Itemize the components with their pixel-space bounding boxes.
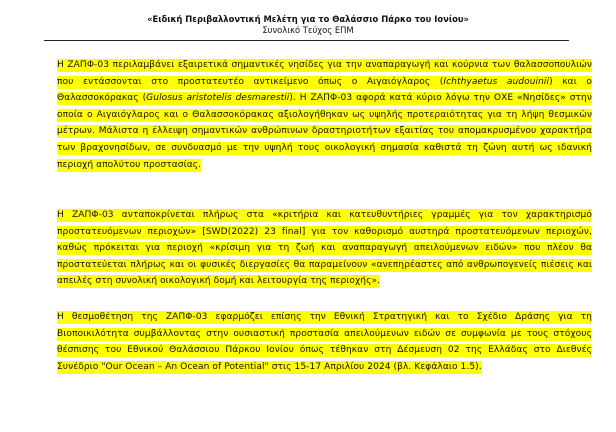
page-header bbox=[0, 14, 616, 36]
document-title: «Ειδική Περιβαλλοντική Μελέτη για το Θαλάσσιο Πάρκο του Ιονίου» bbox=[147, 14, 469, 24]
paragraph-zapf03-criteria bbox=[57, 207, 592, 290]
species-name-shag: Gulosus aristotelis desmarestii bbox=[146, 93, 290, 104]
text-run: Η ΖΑΠΦ-03 ανταποκρίνεται πλήρως στα «κριτήρια και κατευθυντήριες γραμμές για τον χαρακτηρισμό προστατευόμενων περιοχών» [SWD(2022) 23 final] για τον καθορισμό αυστηρά προστατευόμενων περιοχών, καθώς πρόκειται για περιοχή «κρίσιμη για τη ζωή και αναπαραγωγή απειλούμενων ειδών» που πλέον θα προστατεύεται πλήρως και οι φυσικές διεργασίες θα παραμείνουν «ανεπηρέαστες από ανθρωπογενείς πιέσεις και απειλές στη συνολική οικολογική δομή και λειτουργία της περιοχής». bbox=[57, 210, 592, 287]
text-run: Η ΖΑΠΦ-03 περιλαμβάνει εξαιρετικά σημαντικές νησίδες για την αναπαραγωγή και κούρνια των θαλασσοπουλιών που εντάσσονται στο προστατευτέο αντικείμενο όπως ο Αιγαιόγλαρος ( bbox=[57, 60, 592, 87]
highlighted-text bbox=[57, 209, 592, 288]
highlighted-text bbox=[57, 59, 592, 172]
document-subtitle: Συνολικό Τεύχος ΕΠΜ bbox=[262, 25, 354, 35]
highlighted-text bbox=[57, 311, 592, 374]
paragraph-zapf03-strategy bbox=[57, 309, 592, 375]
species-name-audouins-gull: Ichthyaetus audouinii bbox=[443, 76, 550, 87]
header-divider bbox=[44, 40, 569, 41]
text-run: ) και ο Θαλασσοκόρακας ( bbox=[57, 76, 592, 104]
paragraph-zapf03-islets bbox=[57, 57, 592, 173]
text-run: Η θεσμοθέτηση της ΖΑΠΦ-03 εφαρμόζει επίσης την Εθνική Στρατηγική και το Σχέδιο Δράσης για τη Βιοποικιλότητα συμβάλλοντας στην ουσιαστική προστασία απειλούμενων ειδών σε συμφωνία με τους στόχους θέσπισης του Εθνικού Θαλάσσιου Πάρκου Ιονίου όπως τέθηκαν στη Δέσμευση 02 της Ελλάδας στο Διεθνές Συνέδριο "Our Ocean – An Ocean of Potential" στις 15-17 Απριλίου 2024 (βλ. Κεφάλαιο 1.5). bbox=[57, 312, 592, 372]
text-run: ). Η ΖΑΠΦ-03 αφορά κατά κύριο λόγω την ΟΧΕ «Νησίδες» στην οποία ο Αιγαιόγλαρος και ο Θαλασσοκόρακας αξιολογήθηκαν ως υψηλής προτεραιότητας για τη λήψη θεσμικών μέτρων. Μάλιστα η έλλειψη σημαντικών ανθρώπινων δραστηριοτήτων εξαιτίας του απομακρυσμένου χαρακτήρα των βραχονησίδων, σε συνδυασμό με την υψηλή τους οικολογική σημασία καθιστά τη ζώνη αυτή ως ιδανική περιοχή απολύτου προστασίας. bbox=[57, 93, 592, 170]
